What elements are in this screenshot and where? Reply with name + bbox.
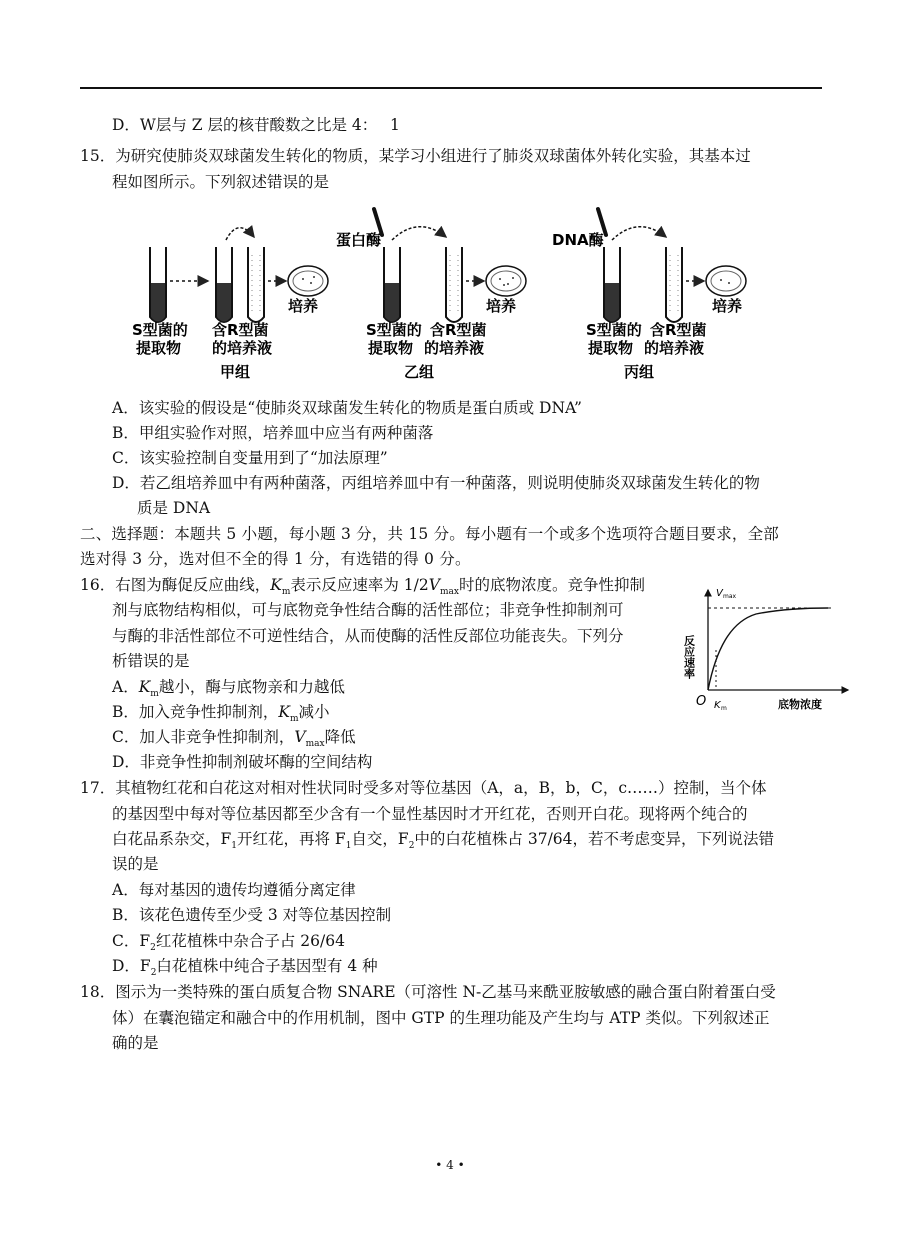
- svg-text:提取物: 提取物: [136, 339, 182, 357]
- protease-label: 蛋白酶: [336, 231, 382, 249]
- q16-stem-line3: 与酶的非活性部位不可逆性结合，从而使酶的活性反部位功能丧失。下列分: [112, 627, 624, 645]
- svg-text:培养: 培养: [712, 297, 743, 315]
- q16-option-d: D．非竞争性抑制剂破坏酶的空间结构: [112, 753, 373, 771]
- q17-option-c: C．$F_2$红花植株中杂合子占 26/64: [112, 932, 345, 954]
- q15-stem-line2: 程如图所示。下列叙述错误的是: [112, 173, 330, 191]
- q17-stem-line4: 误的是: [112, 855, 159, 873]
- page-number: • 4 •: [435, 1158, 465, 1172]
- svg-text:含R型菌: 含R型菌: [212, 321, 269, 339]
- svg-text:的培养液: 的培养液: [424, 339, 485, 357]
- label-group-yi: 乙组: [404, 363, 435, 381]
- q16-stem-line4: 析错误的是: [112, 652, 190, 670]
- svg-text:V: V: [716, 588, 723, 599]
- q15-option-a: A．该实验的假设是“使肺炎双球菌发生转化的物质是蛋白质或 DNA”: [112, 399, 582, 417]
- q17-stem-line3: 白花品系杂交，$F_1$开红花，再将 $F_1$自交，$F_2$中的白花植株占 37/64，若不考虑变异，下列说法错: [112, 830, 775, 852]
- q16-enzyme-curve: [682, 580, 856, 712]
- q18-stem-line1: 18．图示为一类特殊的蛋白质复合物 SNARE（可溶性 N-乙基马来酰亚胺敏感的融合蛋白附着蛋白受: [80, 983, 776, 1001]
- q16-stem-line2: 剂与底物结构相似，可与底物竞争性结合酶的活性部位；非竞争性抑制剂可: [112, 601, 624, 619]
- q18-stem-line3: 确的是: [112, 1034, 159, 1052]
- label-group-jia: 甲组: [220, 363, 251, 381]
- svg-text:提取物: 提取物: [588, 339, 634, 357]
- q16-option-c: C．加人非竞争性抑制剂，$V_{max}$降低: [112, 728, 356, 750]
- q15-option-c: C．该实验控制自变量用到了“加法原理”: [112, 449, 388, 467]
- section2-instructions-line2: 选对得 3 分，选对但不全的得 1 分，有选错的得 0 分。: [80, 550, 471, 568]
- svg-text:提取物: 提取物: [368, 339, 414, 357]
- q16-option-a: A．$K_m$越小，酶与底物亲和力越低: [112, 678, 345, 700]
- label-group-bing: 丙组: [624, 363, 655, 381]
- q15-experiment-diagram: [128, 195, 788, 385]
- svg-text:O: O: [696, 694, 707, 709]
- q17-stem-line1: 17．其植物红花和白花这对相对性状同时受多对等位基因（A，a，B，b，C，c……）控制，当个体: [80, 779, 767, 797]
- graph-xlabel: 底物浓度: [778, 698, 822, 711]
- svg-text:max: max: [723, 593, 737, 600]
- jia-culture-label: 培养: [288, 297, 319, 315]
- q17-option-d: D．$F_2$白花植株中纯合子基因型有 4 种: [112, 957, 378, 979]
- top-rule: [80, 87, 822, 89]
- group-bing: [552, 209, 746, 381]
- svg-text:培养: 培养: [486, 297, 517, 315]
- svg-text:S型菌的: S型菌的: [586, 321, 642, 339]
- svg-text:m: m: [721, 705, 727, 712]
- svg-text:的培养液: 的培养液: [212, 339, 273, 357]
- svg-text:S型菌的: S型菌的: [132, 321, 188, 339]
- section2-instructions-line1: 二、选择题：本题共 5 小题，每小题 3 分，共 15 分。每小题有一个或多个选项符合题目要求，全部: [80, 525, 780, 543]
- group-jia: [132, 228, 328, 381]
- svg-text:K: K: [714, 700, 721, 711]
- graph-ylabel: 反应速率: [682, 635, 696, 679]
- q14-option-d: D．W层与 Z 层的核苷酸数之比是 4： 1: [112, 116, 400, 134]
- q16-option-b: B．加入竞争性抑制剂，$K_m$减小: [112, 703, 330, 725]
- q17-stem-line2: 的基因型中每对等位基因都至少含有一个显性基因时才开红花，否则开白花。现将两个纯合的: [112, 805, 748, 823]
- q15-option-b: B．甲组实验作对照，培养皿中应当有两种菌落: [112, 424, 434, 442]
- svg-text:的培养液: 的培养液: [644, 339, 705, 357]
- svg-text:含R型菌: 含R型菌: [430, 321, 487, 339]
- q16-stem-line1: 16．右图为酶促反应曲线，$K_m$表示反应速率为 $1/2V_{max}$时的底物浓度。竞争性抑制: [80, 576, 645, 598]
- group-yi: [336, 209, 526, 381]
- q15-stem-line1: 15．为研究使肺炎双球菌发生转化的物质，某学习小组进行了肺炎双球菌体外转化实验，其基本过: [80, 147, 751, 165]
- q18-stem-line2: 体）在囊泡锚定和融合中的作用机制，图中 GTP 的生理功能及产生均与 ATP 类似。下列叙述正: [112, 1009, 770, 1027]
- q17-option-a: A．每对基因的遗传均遵循分离定律: [112, 881, 356, 899]
- q15-option-d-line2: 质是 DNA: [137, 499, 211, 517]
- q17-option-b: B．该花色遗传至少受 3 对等位基因控制: [112, 906, 392, 924]
- q15-option-d-line1: D．若乙组培养皿中有两种菌落，丙组培养皿中有一种菌落，则说明使肺炎双球菌发生转化的物: [112, 474, 760, 492]
- svg-text:含R型菌: 含R型菌: [650, 321, 707, 339]
- svg-text:S型菌的: S型菌的: [366, 321, 422, 339]
- dnase-label: DNA酶: [552, 231, 604, 249]
